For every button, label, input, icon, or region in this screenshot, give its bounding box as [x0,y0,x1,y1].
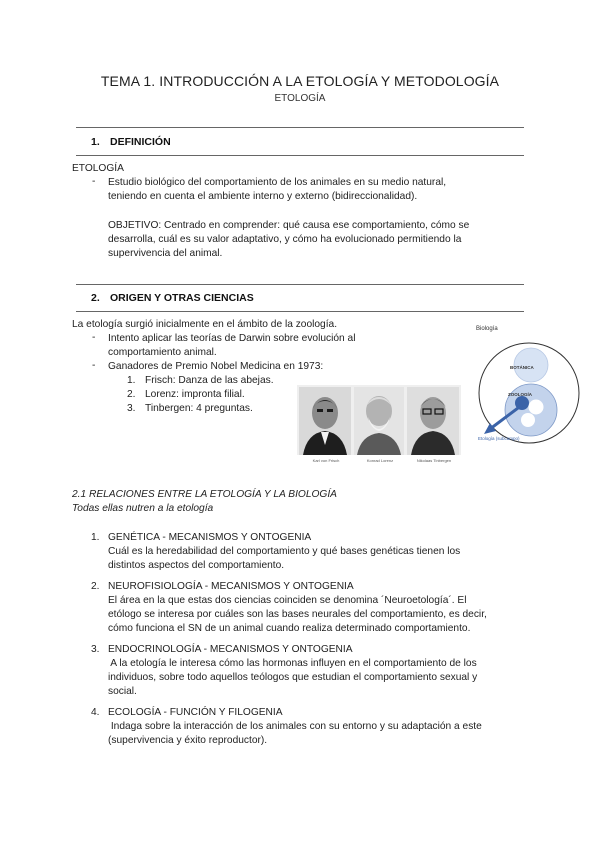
section-heading: DEFINICIÓN [110,136,171,148]
divider [76,284,524,285]
section-heading: ORIGEN Y OTRAS CIENCIAS [110,292,254,304]
term-label: ETOLOGÍA [72,163,124,174]
list-item: Frisch: Danza de las abejas. [145,375,274,386]
biology-diagram [472,325,584,445]
bullet-line: Ganadores de Premio Nobel Medicina en 1973: [108,361,324,372]
photo-caption: Konrad Lorenz [366,458,394,463]
list-number: 4. [91,707,100,718]
relation-text: Indaga sobre la interacción de los animales con su entorno y su adaptación a este [108,721,482,732]
relation-text: Cuál es la heredabilidad del comportamiento y qué bases genéticas tienen los [108,546,461,557]
relation-title: GENÉTICA - MECANISMOS Y ONTOGENIA [108,532,312,543]
section-number: 1. [91,136,100,148]
list-number: 3. [127,403,136,414]
relation-title: ENDOCRINOLOGÍA - MECANISMOS Y ONTOGENIA [108,644,353,655]
diagram-label-zoologia: ZOOLOGÍA [508,392,532,397]
nobel-laureates-photo [297,385,461,470]
page-title: TEMA 1. INTRODUCCIÓN A LA ETOLOGÍA Y METODOLOGÍA [100,73,500,89]
bullet-dash: - [92,332,96,343]
diagram-title: Biología [476,326,498,332]
relation-text: etólogo se interesa por cuáles son las bases neurales del comportamiento, es decir, [108,609,487,620]
portrait-tinbergen [407,387,459,455]
relation-text: social. [108,686,137,697]
relation-text: individuos, sobre todo aquellos teólogos que estudian el comportamiento sexual y [108,672,478,683]
bullet-dash: - [92,360,96,371]
list-number: 1. [127,375,136,386]
divider [76,311,524,312]
bullet-line: comportamiento animal. [108,347,217,358]
relation-text: El área en la que estas dos ciencias coinciden se denomina ´Neuroetología´. El [108,595,467,606]
relation-text: distintos aspectos del comportamiento. [108,560,285,571]
divider [76,155,524,156]
relation-text: A la etología le interesa cómo las hormonas influyen en el comportamiento de los [108,658,477,669]
bullet-line: Intento aplicar las teorías de Darwin sobre evolución al [108,333,356,344]
subsection-heading: 2.1 RELACIONES ENTRE LA ETOLOGÍA Y LA BIOLOGÍA [72,489,337,500]
portrait-lorenz [354,387,404,455]
portrait-frisch [299,387,351,455]
section-number: 2. [91,292,100,304]
bullet-dash: - [92,176,96,187]
list-number: 2. [91,581,100,592]
definition-line: Estudio biológico del comportamiento de los animales en su medio natural, [108,177,447,188]
subsection-subtitle: Todas ellas nutren a la etología [72,503,214,514]
intro-text: La etología surgió inicialmente en el ámbito de la zoología. [72,319,338,330]
photo-caption: Karl von Frisch [312,458,340,463]
list-item: Tinbergen: 4 preguntas. [145,403,253,414]
definition-line: teniendo en cuenta el ambiente interno y externo (bidireccionalidad). [108,191,418,202]
objective-line: desarrolla, cuál es su valor adaptativo, y cómo ha evolucionado permitiendo la [108,234,462,245]
diagram-label-botanica: BOTÁNICA [510,365,534,370]
list-number: 3. [91,644,100,655]
divider [76,127,524,128]
relation-title: ECOLOGÍA - FUNCIÓN Y FILOGENIA [108,707,283,718]
relation-title: NEUROFISIOLOGÍA - MECANISMOS Y ONTOGENIA [108,581,354,592]
list-number: 2. [127,389,136,400]
page-subtitle: ETOLOGÍA [274,93,326,104]
objective-line: supervivencia del animal. [108,248,223,259]
list-item: Lorenz: impronta filial. [145,389,245,400]
list-number: 1. [91,532,100,543]
relation-text: (supervivencia y éxito reproductor). [108,735,268,746]
diagram-label-etologia: Etología (subcampo) [478,436,520,441]
objective-line: OBJETIVO: Centrado en comprender: qué causa ese comportamiento, cómo se [108,220,470,231]
photo-caption: Nikolaas Tinbergen [416,458,452,463]
relation-text: cómo funciona el SN de un animal cuando realiza determinado comportamiento. [108,623,471,634]
